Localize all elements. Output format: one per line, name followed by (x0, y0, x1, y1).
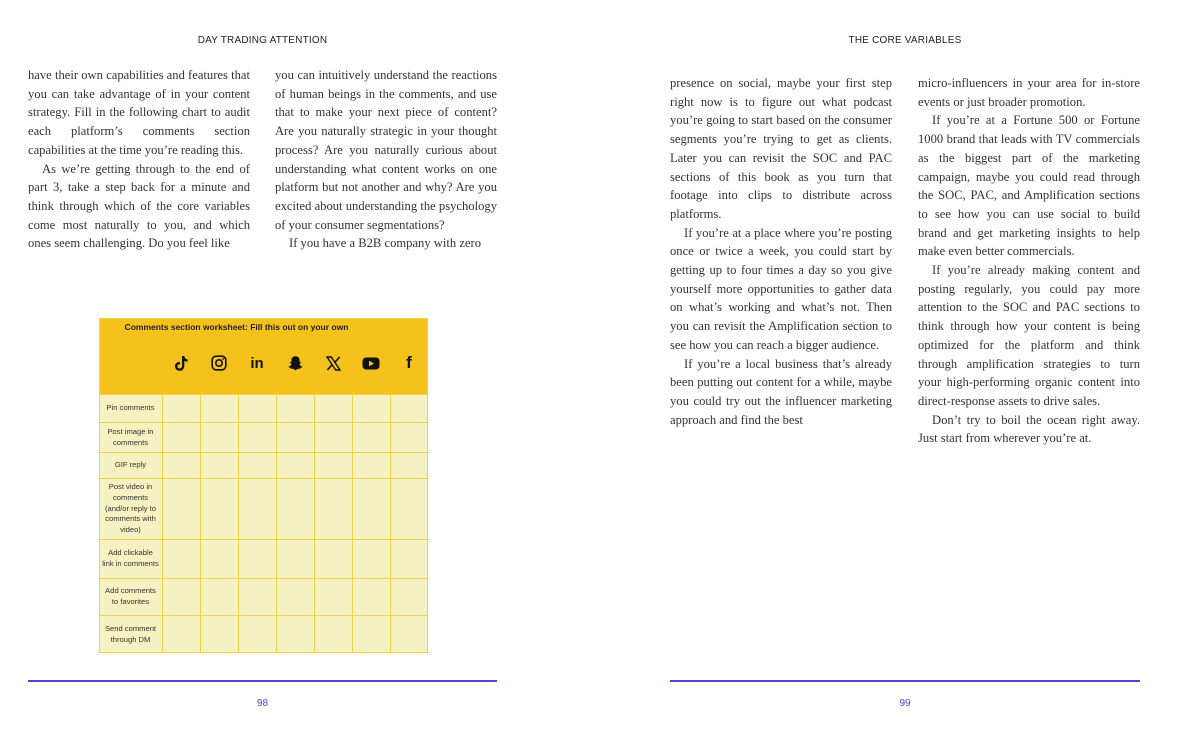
running-head-left: DAY TRADING ATTENTION (197, 35, 328, 46)
footer-rule-right (670, 680, 1140, 682)
running-head-right: THE CORE VARIABLES (848, 35, 962, 46)
worksheet-grid (99, 394, 428, 653)
right-column-1 (670, 74, 892, 429)
grid-line (200, 394, 201, 653)
grid-line (238, 394, 239, 653)
worksheet-header (99, 318, 428, 394)
paragraph: If you’re at a Fortune 500 or Fortune 1000 brand that leads with TV commercials as the biggest part of the marketing campaign, maybe you could read through the SOC, PAC, and Amplification sections to see how you can use social to build brand and get marketing insights to help make even better commercials. (918, 113, 1140, 259)
grid-line (314, 394, 315, 653)
platform-icons-row (162, 352, 428, 374)
worksheet-title: Comments section worksheet: Fill this out on your own (124, 322, 349, 332)
table-row (99, 539, 428, 578)
paragraph: If you’re already making content and posting regularly, you could pay more attention to the SOC and PAC sections to think through how your content is being optimized for the platform and think through amplification strategies to turn your high-performing organic content into direct-response assets to drive sales. (918, 263, 1140, 408)
paragraph: If you’re a local business that’s already been putting out content for a while, maybe you could try out the influencer marketing approach and find the best (670, 356, 892, 427)
tiktok-icon (162, 352, 200, 374)
comments-worksheet (99, 318, 428, 653)
table-row (99, 452, 428, 478)
table-row (99, 478, 428, 539)
row-label: Post video in comments (and/or reply to comments with video) (104, 482, 157, 535)
table-row (99, 615, 428, 653)
right-page (596, 0, 1193, 743)
paragraph: have their own capabilities and features that you can take advantage of in your content strategy. Fill in the following chart to audit each platform’s comments section capabilities at the time you’re reading this. (28, 68, 250, 157)
footer-rule-left (28, 680, 497, 682)
linkedin-icon: in (250, 354, 264, 372)
page-number-left: 98 (256, 698, 269, 709)
paragraph: As we’re getting through to the end of part 3, take a step back for a minute and think through which of the core variables come most naturally to you, and which ones seem challenging. Do you feel like (28, 161, 250, 251)
grid-line (276, 394, 277, 653)
youtube-icon (352, 352, 390, 374)
left-column-1 (28, 66, 250, 253)
grid-line (162, 394, 163, 653)
snapchat-icon (276, 352, 314, 374)
row-label: Add clickable link in comments (102, 548, 159, 568)
instagram-icon (200, 352, 238, 374)
paragraph: Don’t try to boil the ocean right away. Just start from wherever you’re at. (918, 412, 1140, 446)
row-label: Pin comments (106, 403, 155, 413)
paragraph: micro-influencers in your area for in-store events or just broader promotion. (918, 76, 1140, 109)
paragraph: If you have a B2B company with zero (289, 236, 481, 251)
right-column-2 (918, 74, 1140, 448)
row-label: Add comments to favorites (105, 586, 156, 606)
paragraph: presence on social, maybe your first step right now is to figure out what podcast you’re going to start based on the consumer segments you’re trying to get as clients. Later you can revisit the SOC and PAC sections of this book as you turn that footage into clips to distribute across platforms. (670, 76, 892, 221)
row-label: GIF reply (114, 460, 147, 470)
grid-line (390, 394, 391, 653)
row-label: Post image in comments (107, 426, 154, 447)
table-row (99, 394, 428, 422)
table-row (99, 578, 428, 615)
left-column-2 (275, 66, 497, 253)
paragraph: you can intuitively understand the reactions of human beings in the comments, and use that to make your next piece of content? Are you naturally strategic in your thought process? Are you naturally curious about understanding what content works on one platform but not another and why? Are you excited about understanding the psychology of your consumer segmentations? (275, 68, 497, 232)
x-icon (314, 352, 352, 374)
row-label: Send comment through DM (104, 623, 157, 644)
left-page (0, 0, 596, 743)
page-number-right: 99 (899, 698, 911, 709)
facebook-icon: f (406, 353, 412, 372)
paragraph: If you’re at a place where you’re posting once or twice a week, you could start by getting up to four times a day so you give yourself more opportunities to gather data on what’s working and what’s not. Then you can revisit the Amplification section to see how you can reach a bigger audience. (670, 225, 892, 352)
grid-line (352, 394, 353, 653)
table-row (99, 422, 428, 452)
